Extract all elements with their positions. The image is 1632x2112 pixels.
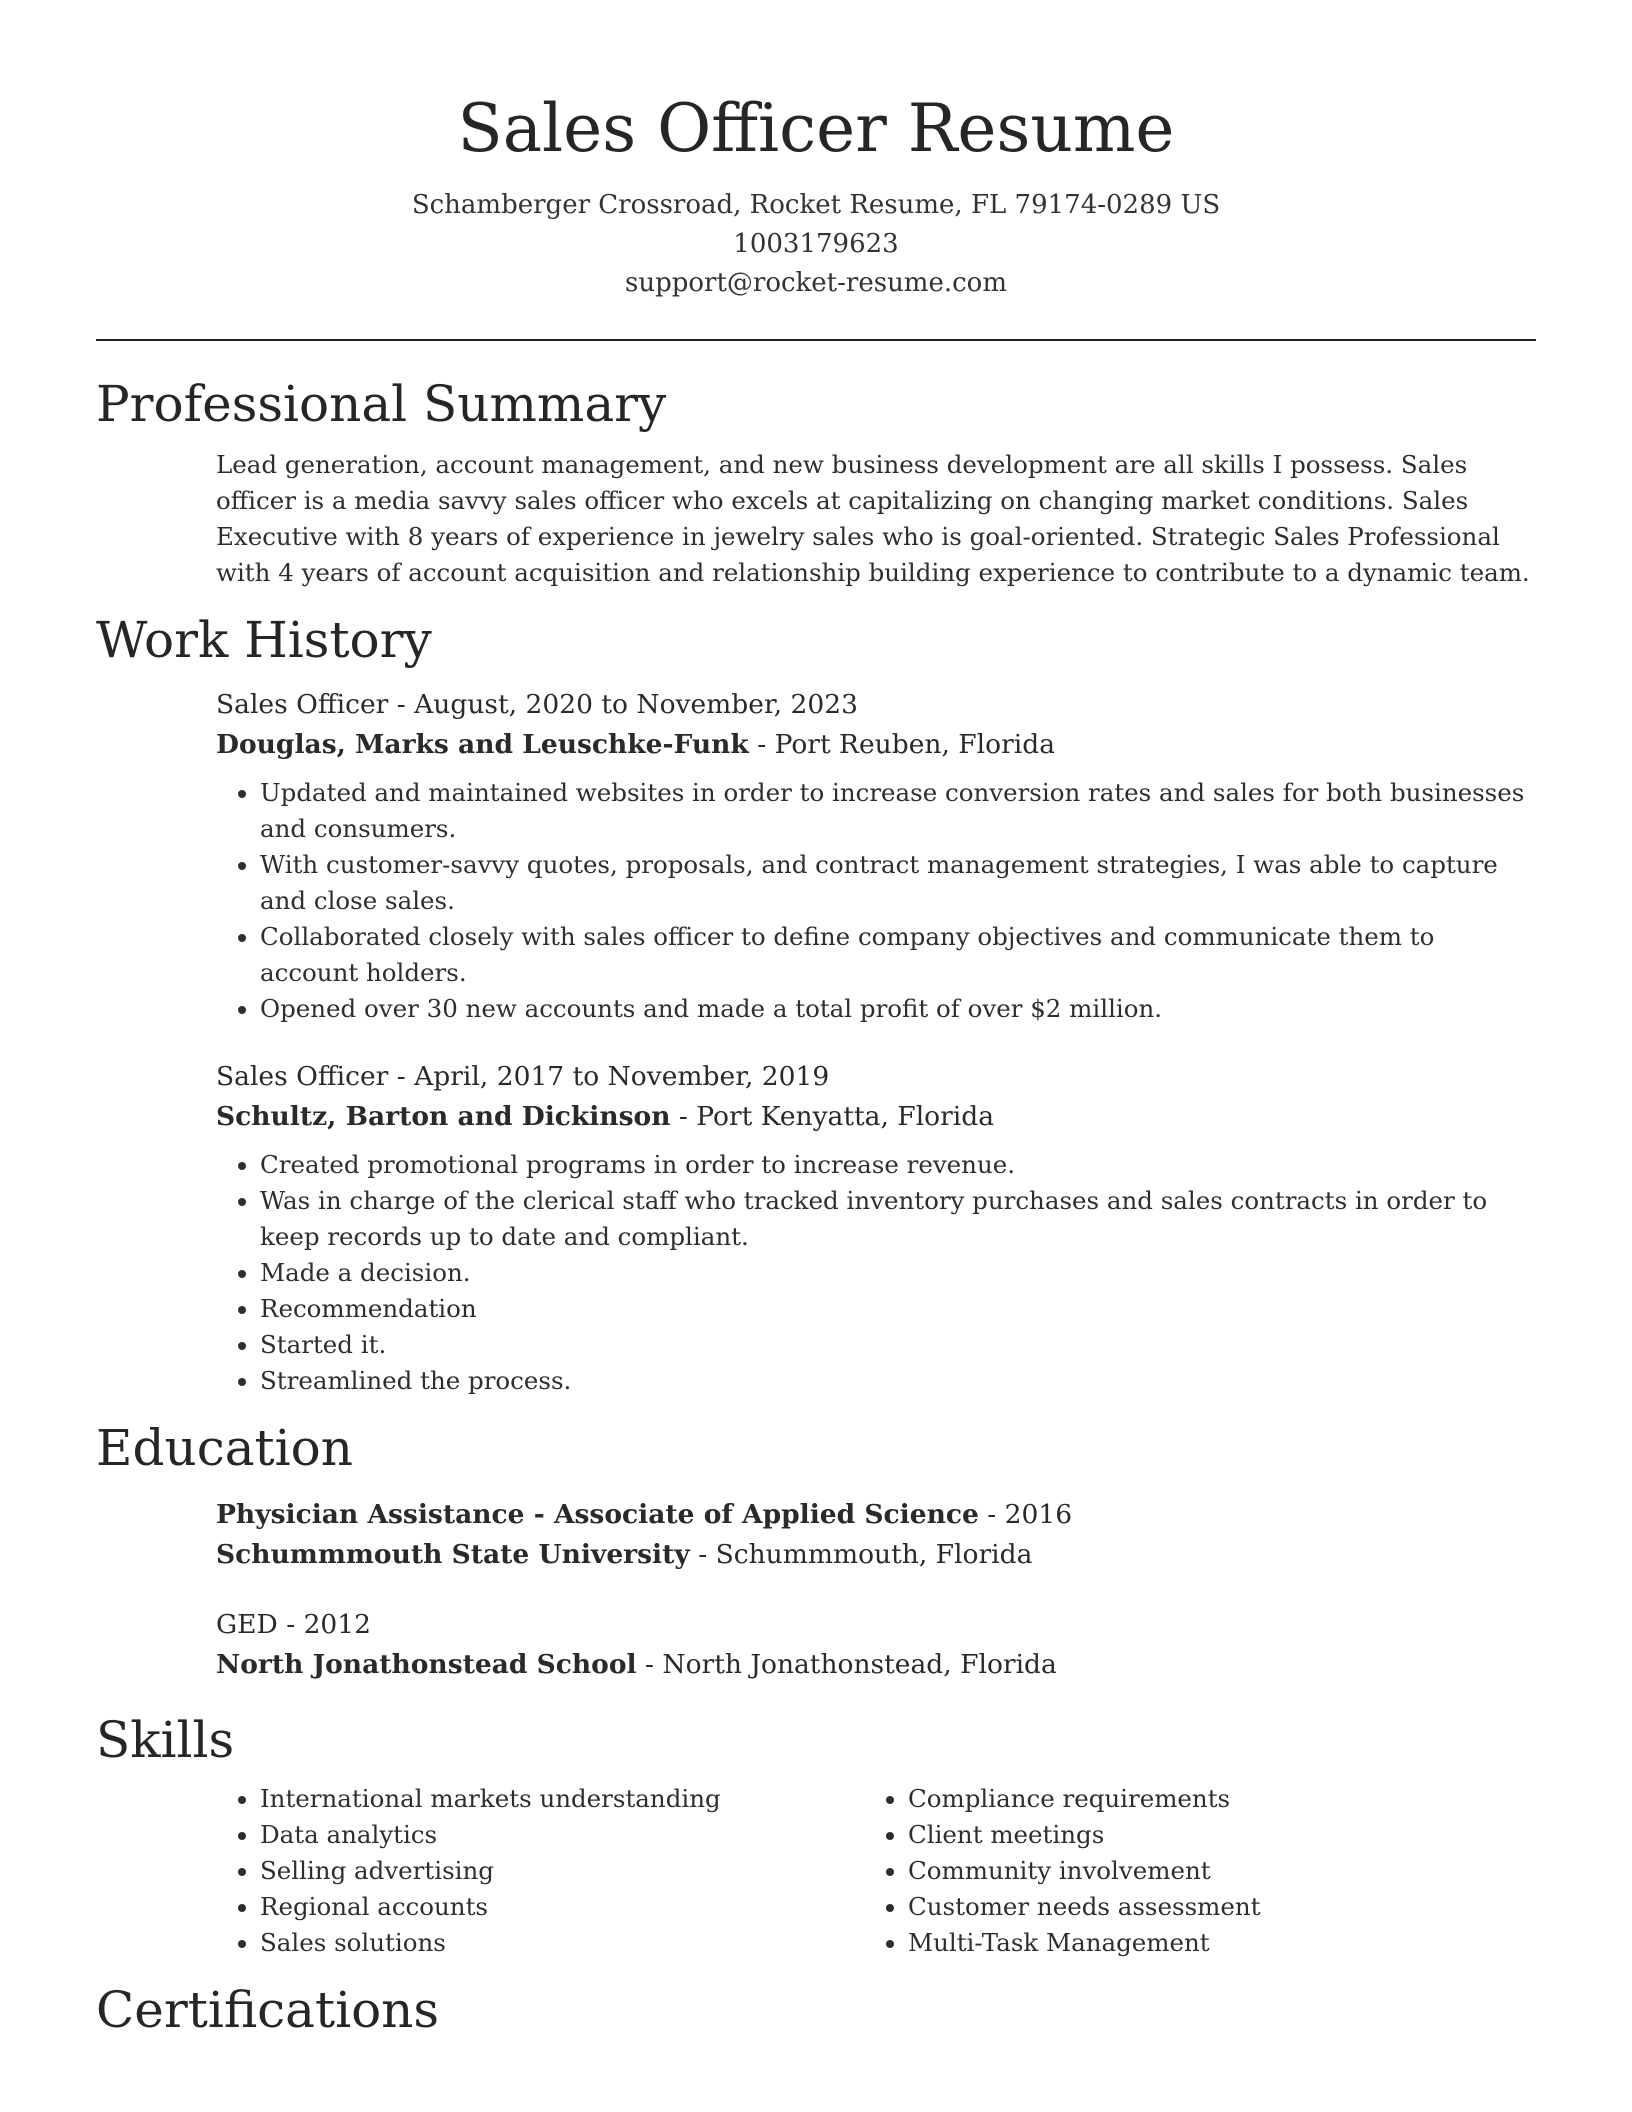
skills-column-right bbox=[864, 1781, 1512, 1961]
job-entry bbox=[96, 1057, 1536, 1399]
job-entry bbox=[96, 685, 1536, 1027]
list-item: • Collaborated closely with sales officer to define company objectives and communicate them to account holders. bbox=[260, 919, 1536, 991]
skills-heading: Skills bbox=[96, 1711, 235, 1769]
list-item: • Customer needs assessment bbox=[908, 1889, 1512, 1925]
list-item: • Streamlined the process. bbox=[260, 1363, 1536, 1399]
education-entry bbox=[96, 1495, 1536, 1575]
list-item: • Made a decision. bbox=[260, 1255, 1536, 1291]
list-item: • Multi-Task Management bbox=[908, 1925, 1512, 1961]
resume-header bbox=[96, 0, 1536, 303]
skills-section bbox=[96, 1705, 1536, 1961]
work-history-section bbox=[96, 605, 1536, 1399]
contact-address: Schamberger Crossroad, Rocket Resume, FL 79174-0289 US bbox=[411, 190, 1221, 220]
education-year: - 2016 bbox=[978, 1499, 1073, 1530]
skills-list bbox=[216, 1781, 864, 1961]
education-year: - 2012 bbox=[277, 1609, 372, 1640]
contact-email: support@rocket-resume.com bbox=[624, 268, 1007, 298]
job-dates: - April, 2017 to November, 2019 bbox=[388, 1061, 830, 1092]
summary-heading: Professional Summary bbox=[96, 375, 667, 433]
certifications-section bbox=[96, 1975, 1536, 2045]
education-school: Schummmouth State University bbox=[216, 1539, 690, 1570]
education-degree-line bbox=[216, 1605, 1536, 1645]
education-school-line bbox=[216, 1535, 1536, 1575]
education-school: North Jonathonstead School bbox=[216, 1649, 637, 1680]
list-item: • Recommendation bbox=[260, 1291, 1536, 1327]
contact-info bbox=[96, 186, 1536, 303]
list-item: • Sales solutions bbox=[260, 1925, 864, 1961]
list-item: • Opened over 30 new accounts and made a total profit of over $2 million. bbox=[260, 991, 1536, 1027]
list-item: • Regional accounts bbox=[260, 1889, 864, 1925]
education-degree: GED bbox=[216, 1609, 278, 1640]
education-location: - Schummmouth, Florida bbox=[689, 1539, 1033, 1570]
certifications-heading: Certifications bbox=[96, 1981, 440, 2039]
skills-column-left bbox=[216, 1781, 864, 1961]
education-heading: Education bbox=[96, 1419, 353, 1477]
job-bullets bbox=[216, 775, 1536, 1027]
list-item: • Data analytics bbox=[260, 1817, 864, 1853]
job-title-line bbox=[216, 1057, 1536, 1097]
list-item: • Was in charge of the clerical staff who tracked inventory purchases and sales contracts in order to keep records up to date and compliant. bbox=[260, 1183, 1536, 1255]
job-bullets bbox=[216, 1147, 1536, 1399]
work-history-heading: Work History bbox=[96, 611, 432, 669]
summary-section bbox=[96, 369, 1536, 591]
list-item: • Started it. bbox=[260, 1327, 1536, 1363]
job-dates: - August, 2020 to November, 2023 bbox=[388, 689, 858, 720]
page-title: Sales Officer Resume bbox=[457, 90, 1175, 167]
header-divider bbox=[96, 339, 1536, 341]
education-school-line bbox=[216, 1645, 1536, 1685]
job-company: Douglas, Marks and Leuschke-Funk bbox=[216, 729, 749, 760]
education-degree-line bbox=[216, 1495, 1536, 1535]
job-title-line bbox=[216, 685, 1536, 725]
skills-grid bbox=[96, 1781, 1536, 1961]
list-item: • International markets understanding bbox=[260, 1781, 864, 1817]
job-company: Schultz, Barton and Dickinson bbox=[216, 1101, 671, 1132]
list-item: • Compliance requirements bbox=[908, 1781, 1512, 1817]
summary-text: Lead generation, account management, and new business development are all skills I possess. Sales officer is a media savvy sales officer who excels at capitalizing on changing market conditions. Sales Executive with 8 years of experience in jewelry sales who is goal-oriented. Strategic Sales Professional with 4 years of account acquisition and relationship building experience to contribute to a dynamic team. bbox=[216, 450, 1530, 587]
list-item: • Created promotional programs in order to increase revenue. bbox=[260, 1147, 1536, 1183]
list-item: • Selling advertising bbox=[260, 1853, 864, 1889]
education-location: - North Jonathonstead, Florida bbox=[636, 1649, 1057, 1680]
contact-phone: 1003179623 bbox=[733, 229, 899, 259]
job-location: - Port Kenyatta, Florida bbox=[670, 1101, 995, 1132]
job-title: Sales Officer bbox=[216, 1061, 389, 1092]
job-company-line bbox=[216, 725, 1536, 765]
education-entry bbox=[96, 1605, 1536, 1685]
education-degree: Physician Assistance - Associate of Applied Science bbox=[216, 1499, 979, 1530]
list-item: • Updated and maintained websites in order to increase conversion rates and sales for both businesses and consumers. bbox=[260, 775, 1536, 847]
education-section bbox=[96, 1413, 1536, 1685]
list-item: • With customer-savvy quotes, proposals, and contract management strategies, I was able to capture and close sales. bbox=[260, 847, 1536, 919]
list-item: • Community involvement bbox=[908, 1853, 1512, 1889]
job-company-line bbox=[216, 1097, 1536, 1137]
list-item: • Client meetings bbox=[908, 1817, 1512, 1853]
job-location: - Port Reuben, Florida bbox=[748, 729, 1056, 760]
skills-list bbox=[864, 1781, 1512, 1961]
job-title: Sales Officer bbox=[216, 689, 389, 720]
